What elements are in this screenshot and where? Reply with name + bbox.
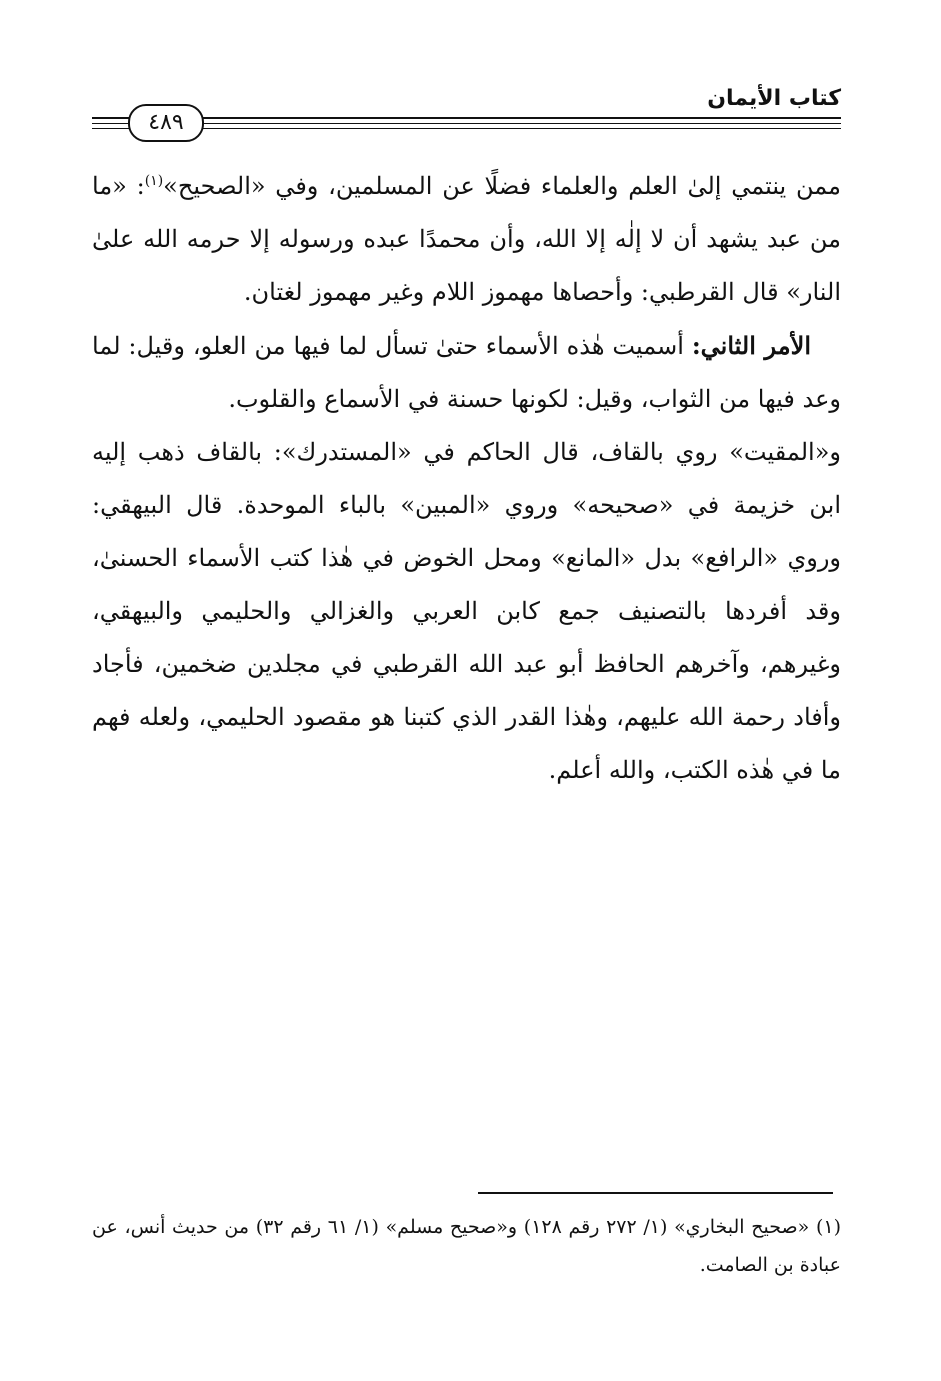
footnote-1: (١) «صحيح البخاري» (١/ ٢٧٢ رقم ١٢٨) و«صحيح مسلم» (١/ ٦١ رقم ٣٢) من حديث أنس، عن عبادة بن الصامت.: [92, 1216, 841, 1276]
page-number: ٤٨٩: [128, 104, 204, 142]
paragraph-1-tail: : «ما من عبد يشهد أن لا إلٰه إلا الله، وأن محمدًا عبده ورسوله إلا حرمه الله علىٰ النار» قال القرطبي: وأحصاها مهموز اللام وغير مهموز لغتان.: [92, 172, 841, 306]
running-header-title: كتاب الأيمان: [707, 86, 841, 111]
footnote-reference-1: (١): [144, 173, 164, 189]
paragraph-3: و«المقيت» روي بالقاف، قال الحاكم في «المستدرك»: بالقاف ذهب إليه ابن خزيمة في «صحيحه» وروي «المبين» بالباء الموحدة. قال البيهقي: وروي «الرافع» بدل «المانع» ومحل الخوض في هٰذا كتب الأسماء الحسنىٰ، وقد أفردها بالتصنيف جمع كابن العربي والغزالي والحليمي والبيهقي، وغيرهم، وآخرهم الحافظ أبو عبد الله القرطبي في مجلدين ضخمين، فأجاد وأفاد رحمة الله عليهم، وهٰذا القدر الذي كتبنا هو مقصود الحليمي، ولعله فهم ما في هٰذه الكتب، والله أعلم.: [92, 438, 842, 784]
paragraph-2: [92, 319, 841, 426]
header-rule-thin: [92, 128, 841, 129]
paragraph-1-text: ممن ينتمي إلىٰ العلم والعلماء فضلًا عن المسلمين، وفي «الصحيح»: [163, 172, 841, 200]
header-rule-thick: [92, 117, 841, 119]
paragraph-2-lead: الأمر الثاني:: [691, 331, 811, 360]
header-rule-middle: [92, 123, 841, 124]
footnotes: [92, 1208, 841, 1284]
footnote-separator: [478, 1192, 833, 1194]
paragraph-1: [92, 160, 841, 319]
main-text: [92, 160, 841, 797]
paragraph-2-text: أسميت هٰذه الأسماء حتىٰ تسأل لما فيها من العلو، وقيل: لما وعد فيها من الثواب، وقيل: لكونها حسنة في الأسماع والقلوب.: [92, 332, 841, 413]
